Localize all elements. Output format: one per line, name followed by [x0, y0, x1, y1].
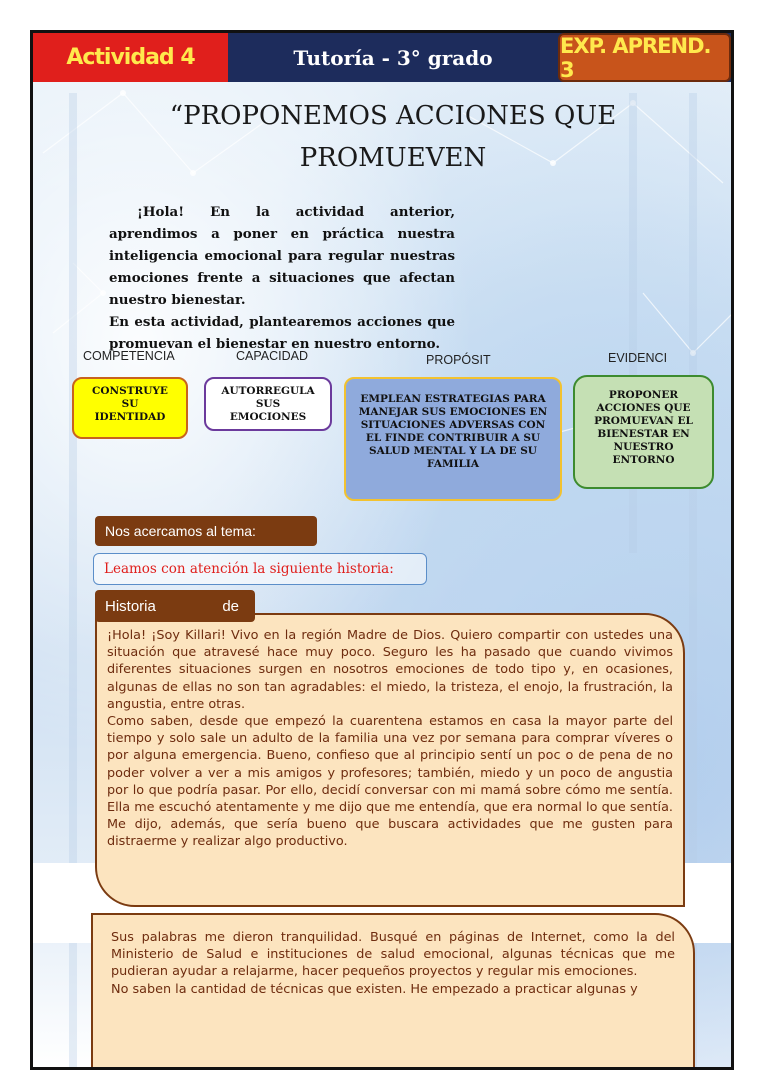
- experience-badge: EXP. APREND. 3: [558, 33, 731, 82]
- story-paragraph-3: Sus palabras me dieron tranquilidad. Busqué en páginas de Internet, como la del Ministerio de Salud e instituciones de salud emocional, algunas técnicas que me pudieran ayudar a relajarme, hacer pequeños proyectos y regular mis emociones.: [111, 930, 675, 980]
- story-paragraph-2: Como saben, desde que empezó la cuarentena estamos en casa la mayor parte del tiempo y solo sale un adulto de la familia una vez por semana para comprar víveres o por alguna emergencia. Bueno, confieso que al principio sentí un poc o de pena de no poder volver a ver a mis amigos y profesores; también, miedo y un poco de angustia por lo que podría pasar. Por ello, decidí conversar con mi mamá sobre cómo me sentía. Ella me escuchó atentamente y me dijo que me entendía, que era normal lo que sentía. Me dijo, además, que sería bueno que buscara actividades que me gusten para distraerme y realizar algo productivo.: [107, 714, 673, 850]
- page-frame: [30, 30, 734, 1070]
- page-title: [93, 95, 693, 179]
- capacidad-box: [204, 377, 332, 431]
- evidencia-heading: EVIDENCI: [608, 351, 668, 365]
- subject-label: Tutoría - 3° grado: [293, 45, 493, 70]
- intro-paragraph-1: ¡Hola! En la actividad anterior, aprendimos a poner en práctica nuestra inteligencia emocional para regular nuestras emociones frente a situaciones que afectan nuestro bienestar.: [109, 204, 455, 308]
- capacidad-text: AUTORREGULA SUS EMOCIONES: [221, 385, 315, 423]
- competencia-heading: COMPETENCIA: [83, 349, 175, 363]
- story-tag-word-1: Historia: [105, 597, 156, 615]
- activity-label: Actividad 4: [33, 33, 228, 82]
- section-tag: Nos acercamos al tema:: [95, 516, 317, 546]
- story-tag: [95, 590, 255, 622]
- instruction-box: Leamos con atención la siguiente historia:: [93, 553, 427, 585]
- title-line-1: “PROPONEMOS ACCIONES QUE: [169, 101, 617, 131]
- proposito-box: [344, 377, 562, 501]
- story-box-1: [95, 613, 685, 907]
- proposito-heading: PROPÓSIT: [426, 353, 491, 367]
- story-paragraph-1: ¡Hola! ¡Soy Killari! Vivo en la región Madre de Dios. Quiero compartir con ustedes una situación que atravesé hace muy poco. Seguro les ha pasado que cuando vivimos diferentes situaciones surgen en nosotros emociones de todo tipo y, en ocasiones, algunas de ellas no son tan agradables: el miedo, la tristeza, el enojo, la frustración, la angustia, entre otras.: [107, 628, 673, 712]
- capacidad-heading: CAPACIDAD: [236, 349, 309, 363]
- story-paragraph-4: No saben la cantidad de técnicas que existen. He empezado a practicar algunas y: [111, 981, 638, 997]
- intro-paragraph-2: En esta actividad, plantearemos acciones que promuevan el bienestar en nuestro entorno.: [109, 314, 455, 352]
- evidencia-text: PROPONER ACCIONES QUE PROMUEVAN EL BIENESTAR EN NUESTRO ENTORNO: [594, 389, 693, 466]
- evidencia-box: [573, 375, 714, 489]
- intro-text: [109, 201, 455, 355]
- story-box-2: [91, 913, 695, 1070]
- title-line-2: PROMUEVEN: [299, 143, 487, 173]
- story-tag-word-2: de: [222, 597, 239, 615]
- proposito-text: EMPLEAN ESTRATEGIAS PARA MANEJAR SUS EMOCIONES EN SITUACIONES ADVERSAS CON EL FINDE CONTRIBUIR A SU SALUD MENTAL Y LA DE SU FAMILIA: [358, 393, 548, 470]
- competencia-text: CONSTRUYE SU IDENTIDAD: [92, 385, 168, 423]
- header-bar: [33, 33, 731, 82]
- competencia-box: [72, 377, 188, 439]
